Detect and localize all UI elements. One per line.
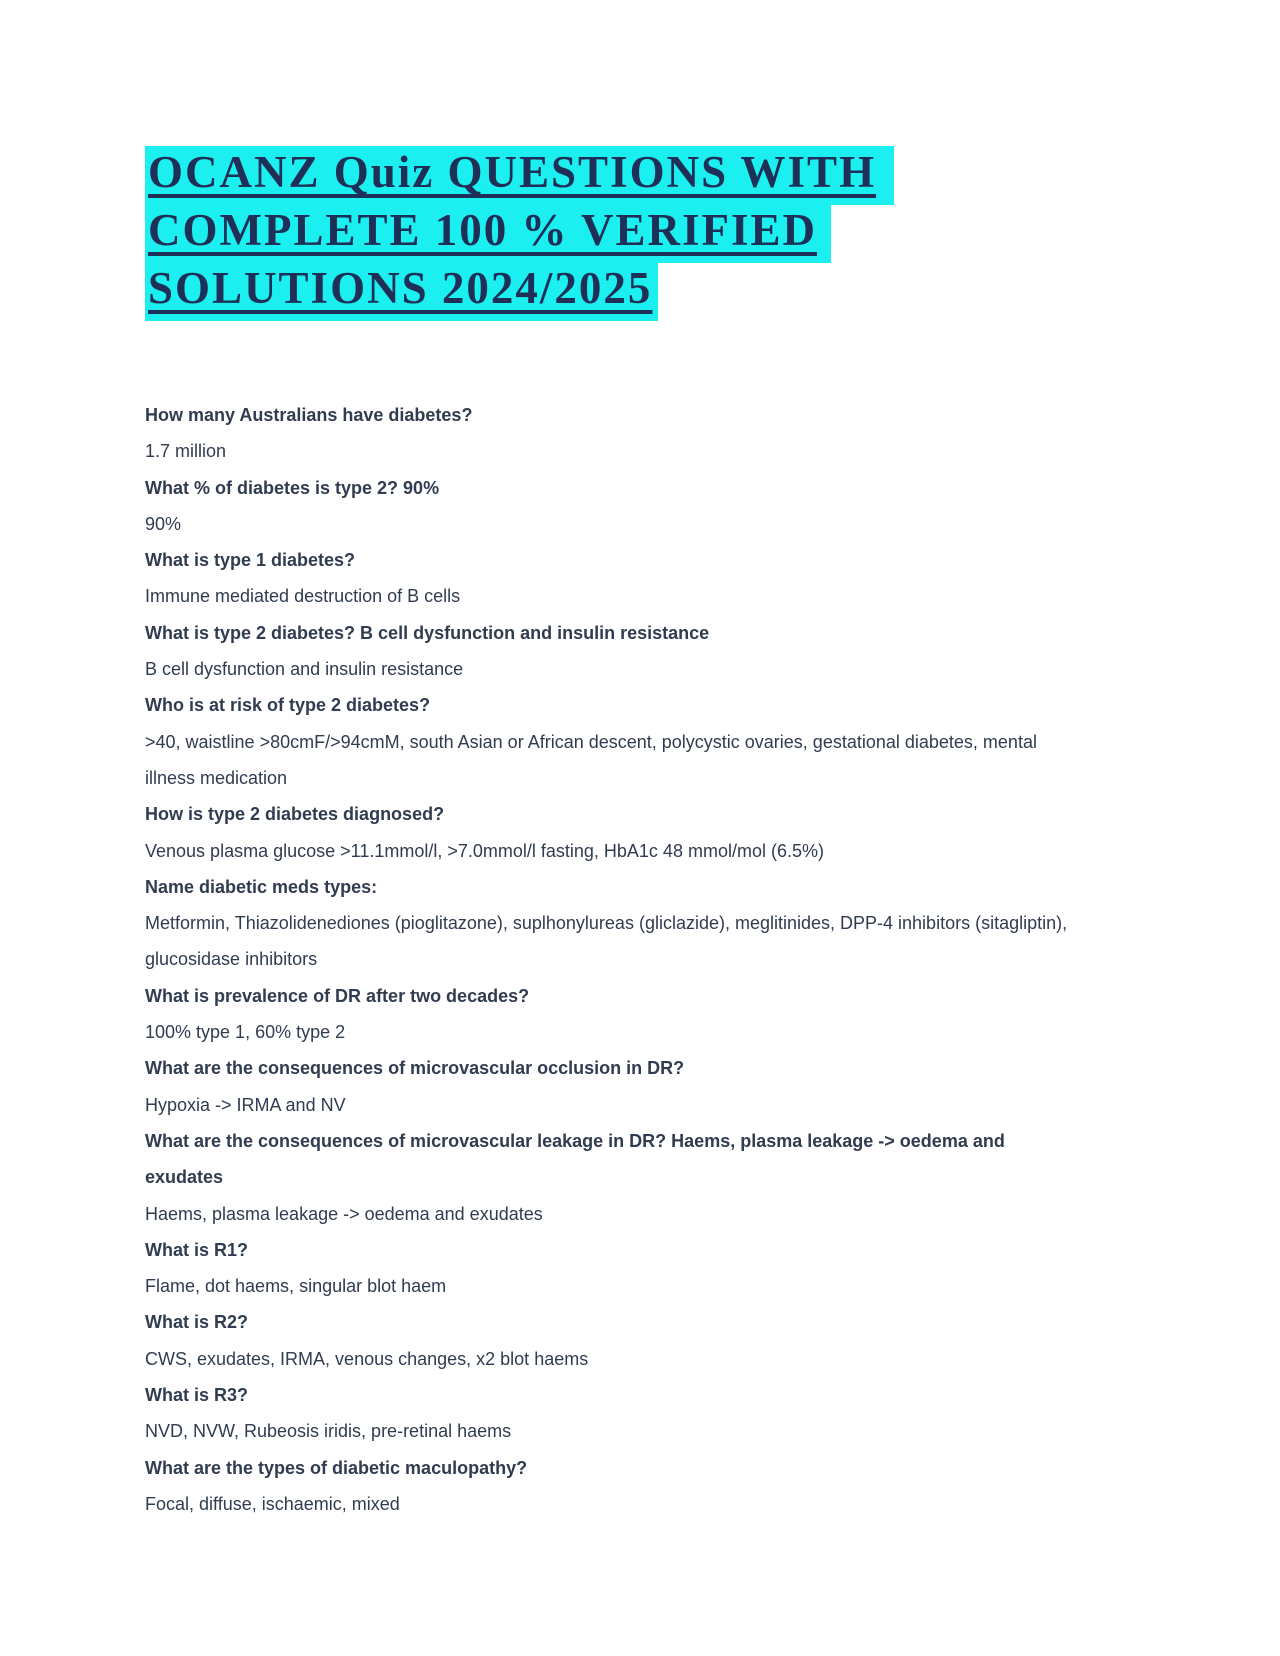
document-page [145,143,1090,1522]
question-text: Name diabetic meds types: [145,876,378,897]
question-text: What are the types of diabetic maculopathy? [145,1457,528,1478]
answer-text: 1.7 million [145,441,227,462]
question-text: What is R1? [145,1239,249,1260]
answer-text: Hypoxia -> IRMA and NV [145,1094,346,1115]
title-line-2: COMPLETE 100 % VERIFIED [145,204,831,263]
question-text: How many Australians have diabetes? [145,405,473,425]
answer-text: 90% [145,513,182,534]
question-text: What is type 2 diabetes? B cell dysfunction and insulin resistance [145,622,710,643]
answer-text: B cell dysfunction and insulin resistance [145,659,464,680]
question-text: What is type 1 diabetes? [145,550,356,571]
document-title [145,143,1090,317]
answer-text: Flame, dot haems, singular blot haem [145,1276,447,1297]
answer-text: Focal, diffuse, ischaemic, mixed [145,1493,400,1514]
question-text: What is prevalence of DR after two decades? [145,985,530,1006]
answer-text: Metformin, Thiazolidenediones (pioglitazone), suplhonylureas (gliclazide), meglitinides, DPP-4 inhibitors (sitagliptin), glucosidase inhibitors [145,913,1068,970]
answer-text: Immune mediated destruction of B cells [145,586,461,607]
question-text: What is R3? [145,1385,249,1406]
answer-text: 100% type 1, 60% type 2 [145,1022,346,1043]
question-text: Who is at risk of type 2 diabetes? [145,695,431,716]
question-text: What is R2? [145,1312,249,1333]
qa-list [145,397,1085,1522]
title-line-1: OCANZ Quiz QUESTIONS WITH [145,146,894,205]
question-text: What are the consequences of microvascular occlusion in DR? [145,1058,685,1079]
answer-text: >40, waistline >80cmF/>94cmM, south Asian or African descent, polycystic ovaries, gestational diabetes, mental illness medication [145,731,1037,788]
answer-text: CWS, exudates, IRMA, venous changes, x2 blot haems [145,1348,589,1369]
question-text: What are the consequences of microvascular leakage in DR? Haems, plasma leakage -> oedema and exudates [145,1130,1005,1188]
title-line-3: SOLUTIONS 2024/2025 [145,262,658,321]
question-text: What % of diabetes is type 2? 90% [145,477,440,498]
question-text: How is type 2 diabetes diagnosed? [145,804,445,825]
answer-text: Haems, plasma leakage -> oedema and exudates [145,1203,543,1224]
answer-text: Venous plasma glucose >11.1mmol/l, >7.0mmol/l fasting, HbA1c 48 mmol/mol (6.5%) [145,840,824,861]
answer-text: NVD, NVW, Rubeosis iridis, pre-retinal haems [145,1421,512,1442]
